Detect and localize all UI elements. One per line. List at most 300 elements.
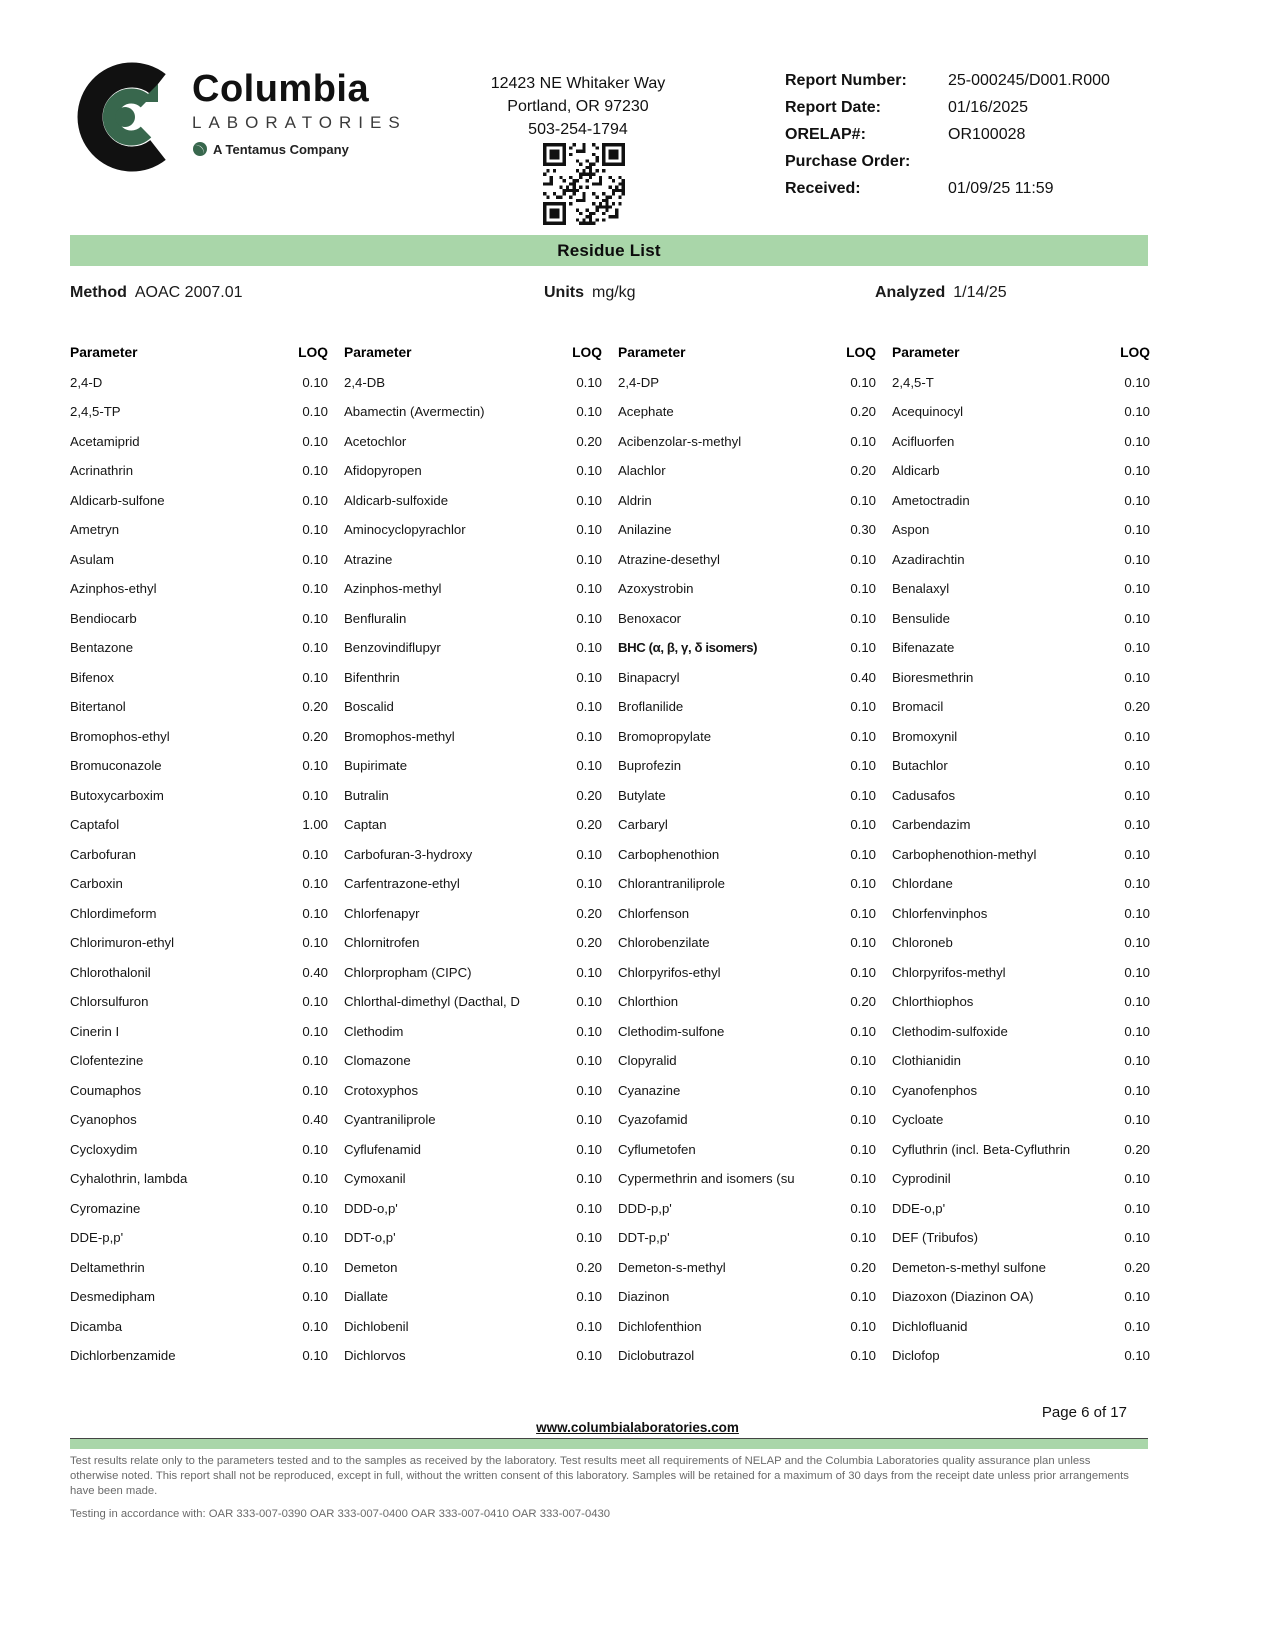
loq-cell: 0.10 bbox=[1124, 669, 1150, 685]
table-row bbox=[344, 899, 602, 929]
table-row bbox=[618, 751, 876, 781]
table-row bbox=[892, 633, 1150, 663]
loq-cell: 0.10 bbox=[1124, 492, 1150, 508]
table-row bbox=[70, 899, 328, 929]
table-row bbox=[70, 928, 328, 958]
param-cell: Carfentrazone-ethyl bbox=[344, 876, 460, 892]
table-row bbox=[618, 1076, 876, 1106]
param-cell: Chlorfenvinphos bbox=[892, 905, 988, 921]
table-row bbox=[618, 1164, 876, 1194]
loq-cell: 0.10 bbox=[850, 1318, 876, 1334]
table-row bbox=[892, 1223, 1150, 1253]
loq-cell: 0.10 bbox=[1124, 817, 1150, 833]
table-row bbox=[344, 1223, 602, 1253]
qr-code bbox=[543, 143, 625, 225]
table-row bbox=[70, 751, 328, 781]
param-cell: Chlornitrofen bbox=[344, 935, 420, 951]
param-cell: Acetamiprid bbox=[70, 433, 140, 449]
param-cell: DDT-o,p' bbox=[344, 1230, 396, 1246]
loq-cell: 0.10 bbox=[1124, 463, 1150, 479]
table-row bbox=[70, 692, 328, 722]
table-header-row bbox=[618, 338, 876, 368]
table-row bbox=[344, 1253, 602, 1283]
loq-cell: 0.10 bbox=[850, 1348, 876, 1364]
param-cell: Cyfluthrin (incl. Beta-Cyfluthrin bbox=[892, 1141, 1071, 1157]
loq-cell: 0.10 bbox=[1124, 404, 1150, 420]
param-cell: Chloroneb bbox=[892, 935, 953, 951]
loq-cell: 0.40 bbox=[850, 669, 876, 685]
param-cell: Bifenazate bbox=[892, 640, 955, 656]
accordance-text: Testing in accordance with: OAR 333-007-0390 OAR 333-007-0400 OAR 333-007-0410 OAR 333-007-0430 bbox=[70, 1508, 611, 1520]
param-header: Parameter bbox=[618, 345, 686, 361]
brand-sub: LABORATORIES bbox=[192, 113, 407, 132]
report-info-row bbox=[785, 126, 1205, 144]
param-cell: Anilazine bbox=[618, 522, 672, 538]
param-cell: Carbophenothion-methyl bbox=[892, 846, 1037, 862]
param-cell: Cyantraniliprole bbox=[344, 1112, 436, 1128]
param-cell: Dichlorvos bbox=[344, 1348, 406, 1364]
table-row bbox=[70, 1253, 328, 1283]
param-cell: Desmedipham bbox=[70, 1289, 156, 1305]
loq-cell: 0.10 bbox=[576, 1053, 602, 1069]
loq-cell: 0.10 bbox=[1124, 758, 1150, 774]
loq-cell: 0.10 bbox=[576, 1112, 602, 1128]
table-row bbox=[618, 1194, 876, 1224]
table-row bbox=[892, 1046, 1150, 1076]
loq-cell: 0.10 bbox=[302, 1023, 328, 1039]
table-row bbox=[344, 869, 602, 899]
table-row bbox=[618, 604, 876, 634]
loq-cell: 0.10 bbox=[302, 1141, 328, 1157]
param-cell: Carbendazim bbox=[892, 817, 971, 833]
param-cell: Cinerin I bbox=[70, 1023, 120, 1039]
param-cell: DDT-p,p' bbox=[618, 1230, 670, 1246]
param-cell: Carbophenothion bbox=[618, 846, 720, 862]
table-row bbox=[892, 1017, 1150, 1047]
loq-cell: 0.10 bbox=[576, 404, 602, 420]
loq-cell: 0.10 bbox=[576, 492, 602, 508]
analyzed-field bbox=[875, 284, 1007, 302]
report-number-value: 25-000245/D001.R000 bbox=[948, 72, 1110, 89]
param-cell: Chlordimeform bbox=[70, 905, 157, 921]
param-cell: Bromuconazole bbox=[70, 758, 162, 774]
columbia-c-icon bbox=[70, 62, 180, 172]
table-row bbox=[892, 722, 1150, 752]
table-row bbox=[70, 604, 328, 634]
table-row bbox=[892, 1164, 1150, 1194]
loq-cell: 0.10 bbox=[1124, 935, 1150, 951]
loq-cell: 0.10 bbox=[302, 610, 328, 626]
report-info-row bbox=[785, 153, 1205, 171]
param-cell: Carboxin bbox=[70, 876, 123, 892]
loq-cell: 0.10 bbox=[850, 610, 876, 626]
website-link[interactable]: www.columbialaboratories.com bbox=[536, 1420, 739, 1435]
table-row bbox=[618, 1223, 876, 1253]
loq-cell: 0.10 bbox=[302, 581, 328, 597]
table-row bbox=[344, 722, 602, 752]
table-row bbox=[618, 987, 876, 1017]
disclaimer-text: Test results relate only to the parameters tested and to the samples as received by the laboratory. Test results meet all requirements of NELAP and the Columbia Laboratories quality assurance plan unless otherwise noted. This report shall not be reproduced, except in full, without the written consent of this laboratory. Samples will be retained for a maximum of 30 days from the receipt date unless prior arrangements have been made. bbox=[70, 1455, 1129, 1497]
table-row bbox=[344, 958, 602, 988]
param-cell: Chlorobenzilate bbox=[618, 935, 710, 951]
loq-cell: 0.10 bbox=[576, 876, 602, 892]
param-cell: Cyanophos bbox=[70, 1112, 137, 1128]
param-cell: Clofentezine bbox=[70, 1053, 144, 1069]
table-row bbox=[344, 368, 602, 398]
loq-cell: 0.10 bbox=[302, 551, 328, 567]
param-cell: Bromophos-ethyl bbox=[70, 728, 170, 744]
table-row bbox=[70, 781, 328, 811]
table-row bbox=[344, 928, 602, 958]
table-row bbox=[618, 899, 876, 929]
loq-cell: 0.10 bbox=[576, 1171, 602, 1187]
table-row bbox=[618, 368, 876, 398]
loq-cell: 0.10 bbox=[1124, 1171, 1150, 1187]
loq-cell: 0.10 bbox=[576, 463, 602, 479]
loq-cell: 0.10 bbox=[302, 905, 328, 921]
loq-cell: 0.20 bbox=[576, 905, 602, 921]
loq-cell: 0.10 bbox=[576, 846, 602, 862]
param-cell: Benfluralin bbox=[344, 610, 407, 626]
table-row bbox=[618, 840, 876, 870]
param-cell: Diclofop bbox=[892, 1348, 940, 1364]
loq-header: LOQ bbox=[846, 345, 876, 361]
loq-cell: 0.10 bbox=[576, 728, 602, 744]
table-row bbox=[70, 1046, 328, 1076]
table-row bbox=[344, 1282, 602, 1312]
param-cell: Acephate bbox=[618, 404, 674, 420]
param-cell: Chlorthion bbox=[618, 994, 679, 1010]
param-cell: Carbofuran-3-hydroxy bbox=[344, 846, 473, 862]
table-row bbox=[892, 692, 1150, 722]
table-row bbox=[618, 456, 876, 486]
loq-cell: 0.10 bbox=[302, 640, 328, 656]
param-cell: Demeton bbox=[344, 1259, 398, 1275]
table-row bbox=[344, 1312, 602, 1342]
loq-cell: 0.10 bbox=[850, 1082, 876, 1098]
param-cell: Chlorthal-dimethyl (Dacthal, D bbox=[344, 994, 520, 1010]
table-row bbox=[344, 1017, 602, 1047]
loq-cell: 0.10 bbox=[850, 817, 876, 833]
loq-cell: 0.10 bbox=[1124, 905, 1150, 921]
param-cell: 2,4-D bbox=[70, 374, 103, 390]
param-cell: Bitertanol bbox=[70, 699, 126, 715]
loq-cell: 0.10 bbox=[302, 935, 328, 951]
table-row bbox=[892, 1282, 1150, 1312]
loq-cell: 0.10 bbox=[302, 1053, 328, 1069]
param-cell: Clethodim-sulfoxide bbox=[892, 1023, 1008, 1039]
report-info-row bbox=[785, 72, 1205, 90]
table-row bbox=[618, 1341, 876, 1371]
table-row bbox=[344, 1135, 602, 1165]
report-number-label: Report Number: bbox=[785, 72, 907, 89]
table-row bbox=[892, 515, 1150, 545]
param-cell: Azoxystrobin bbox=[618, 581, 694, 597]
residue-table bbox=[70, 338, 1150, 1371]
loq-cell: 0.20 bbox=[576, 433, 602, 449]
param-cell: Dichlofluanid bbox=[892, 1318, 968, 1334]
param-cell: Butralin bbox=[344, 787, 389, 803]
param-cell: Bensulide bbox=[892, 610, 950, 626]
loq-cell: 0.10 bbox=[302, 463, 328, 479]
param-cell: Coumaphos bbox=[70, 1082, 142, 1098]
loq-cell: 0.10 bbox=[576, 1318, 602, 1334]
table-row bbox=[618, 427, 876, 457]
loq-cell: 0.10 bbox=[1124, 581, 1150, 597]
table-row bbox=[618, 810, 876, 840]
received-label: Received: bbox=[785, 180, 861, 197]
table-row bbox=[70, 987, 328, 1017]
lab-address bbox=[408, 72, 748, 142]
param-cell: Bioresmethrin bbox=[892, 669, 974, 685]
table-row bbox=[70, 810, 328, 840]
method-label: Method bbox=[70, 284, 127, 301]
report-date-value: 01/16/2025 bbox=[948, 99, 1029, 116]
table-row bbox=[70, 427, 328, 457]
param-cell: Bendiocarb bbox=[70, 610, 137, 626]
loq-cell: 0.20 bbox=[850, 463, 876, 479]
param-cell: DDE-p,p' bbox=[70, 1230, 124, 1246]
loq-cell: 0.10 bbox=[1124, 1230, 1150, 1246]
loq-cell: 0.10 bbox=[1124, 1053, 1150, 1069]
param-cell: Cyazofamid bbox=[618, 1112, 688, 1128]
table-row bbox=[344, 692, 602, 722]
loq-cell: 0.10 bbox=[302, 1318, 328, 1334]
loq-cell: 0.10 bbox=[576, 581, 602, 597]
loq-cell: 0.10 bbox=[1124, 1082, 1150, 1098]
param-cell: 2,4-DP bbox=[618, 374, 660, 390]
method-value: AOAC 2007.01 bbox=[134, 284, 243, 301]
param-cell: Benoxacor bbox=[618, 610, 682, 626]
loq-cell: 0.30 bbox=[850, 522, 876, 538]
param-cell: Cadusafos bbox=[892, 787, 956, 803]
table-row bbox=[70, 869, 328, 899]
loq-header: LOQ bbox=[1120, 345, 1150, 361]
param-cell: Ametoctradin bbox=[892, 492, 970, 508]
table-column-group bbox=[892, 338, 1150, 1371]
param-cell: Clomazone bbox=[344, 1053, 411, 1069]
table-row bbox=[892, 456, 1150, 486]
loq-cell: 0.10 bbox=[576, 1348, 602, 1364]
param-cell: Aldrin bbox=[618, 492, 652, 508]
table-row bbox=[618, 928, 876, 958]
param-cell: Demeton-s-methyl sulfone bbox=[892, 1259, 1046, 1275]
loq-cell: 0.10 bbox=[1124, 551, 1150, 567]
table-row bbox=[344, 574, 602, 604]
param-cell: Chlorpyrifos-methyl bbox=[892, 964, 1006, 980]
loq-cell: 0.10 bbox=[850, 640, 876, 656]
param-cell: Atrazine bbox=[344, 551, 393, 567]
orelap-value: OR100028 bbox=[948, 126, 1026, 143]
purchase-order-label: Purchase Order: bbox=[785, 153, 911, 170]
loq-cell: 0.10 bbox=[1124, 1112, 1150, 1128]
table-row bbox=[344, 515, 602, 545]
loq-cell: 0.10 bbox=[302, 669, 328, 685]
table-row bbox=[892, 1105, 1150, 1135]
loq-cell: 0.20 bbox=[1124, 1259, 1150, 1275]
param-cell: Butoxycarboxim bbox=[70, 787, 164, 803]
param-cell: Azinphos-methyl bbox=[344, 581, 442, 597]
table-row bbox=[892, 781, 1150, 811]
loq-cell: 0.10 bbox=[576, 640, 602, 656]
param-cell: Afidopyropen bbox=[344, 463, 422, 479]
param-cell: Dichlofenthion bbox=[618, 1318, 702, 1334]
report-info bbox=[785, 72, 1205, 207]
loq-cell: 0.10 bbox=[576, 1230, 602, 1246]
loq-cell: 0.10 bbox=[850, 1200, 876, 1216]
table-column-group bbox=[344, 338, 602, 1371]
tagline-text: A Tentamus Company bbox=[213, 141, 349, 157]
param-cell: Demeton-s-methyl bbox=[618, 1259, 726, 1275]
loq-cell: 0.20 bbox=[302, 728, 328, 744]
param-cell: Aminocyclopyrachlor bbox=[344, 522, 466, 538]
table-row bbox=[618, 1105, 876, 1135]
param-cell: Clethodim bbox=[344, 1023, 404, 1039]
loq-cell: 0.10 bbox=[576, 1200, 602, 1216]
table-row bbox=[892, 545, 1150, 575]
table-row bbox=[70, 1135, 328, 1165]
param-cell: Bifenox bbox=[70, 669, 114, 685]
loq-cell: 0.10 bbox=[302, 1289, 328, 1305]
loq-cell: 0.40 bbox=[302, 1112, 328, 1128]
loq-cell: 0.10 bbox=[576, 1023, 602, 1039]
table-row bbox=[618, 1253, 876, 1283]
param-cell: 2,4,5-TP bbox=[70, 404, 121, 420]
param-cell: Chlorimuron-ethyl bbox=[70, 935, 175, 951]
loq-cell: 0.10 bbox=[302, 994, 328, 1010]
table-row bbox=[70, 486, 328, 516]
param-cell: Buprofezin bbox=[618, 758, 682, 774]
table-row bbox=[344, 1076, 602, 1106]
table-row bbox=[344, 1164, 602, 1194]
loq-cell: 0.10 bbox=[850, 492, 876, 508]
table-row bbox=[70, 545, 328, 575]
loq-cell: 0.10 bbox=[302, 433, 328, 449]
table-row bbox=[618, 722, 876, 752]
table-row bbox=[70, 397, 328, 427]
param-cell: Cyanazine bbox=[618, 1082, 681, 1098]
param-cell: Diazinon bbox=[618, 1289, 670, 1305]
tentamus-tagline bbox=[192, 141, 407, 157]
loq-cell: 0.10 bbox=[1124, 610, 1150, 626]
table-row bbox=[70, 1223, 328, 1253]
table-row bbox=[618, 869, 876, 899]
param-cell: Chlorsulfuron bbox=[70, 994, 149, 1010]
param-cell: Acrinathrin bbox=[70, 463, 134, 479]
table-row bbox=[70, 368, 328, 398]
table-column-group bbox=[70, 338, 328, 1371]
table-row bbox=[344, 810, 602, 840]
table-row bbox=[70, 1105, 328, 1135]
param-cell: Diclobutrazol bbox=[618, 1348, 695, 1364]
loq-cell: 0.10 bbox=[1124, 1348, 1150, 1364]
loq-cell: 0.10 bbox=[850, 1112, 876, 1128]
param-cell: Acibenzolar-s-methyl bbox=[618, 433, 742, 449]
param-cell: Carbofuran bbox=[70, 846, 136, 862]
param-cell: Benzovindiflupyr bbox=[344, 640, 441, 656]
loq-cell: 0.20 bbox=[1124, 1141, 1150, 1157]
table-row bbox=[892, 663, 1150, 693]
param-cell: Chlorantraniliprole bbox=[618, 876, 726, 892]
param-cell: BHC (α, β, γ, δ isomers) bbox=[618, 640, 758, 656]
loq-cell: 0.10 bbox=[850, 1171, 876, 1187]
table-row bbox=[618, 1017, 876, 1047]
loq-cell: 0.10 bbox=[850, 964, 876, 980]
table-row bbox=[70, 958, 328, 988]
table-row bbox=[70, 515, 328, 545]
table-row bbox=[70, 1194, 328, 1224]
table-row bbox=[344, 751, 602, 781]
param-cell: Asulam bbox=[70, 551, 114, 567]
received-value: 01/09/25 11:59 bbox=[948, 180, 1054, 197]
param-cell: Bromopropylate bbox=[618, 728, 712, 744]
table-row bbox=[70, 1341, 328, 1371]
loq-cell: 0.10 bbox=[576, 669, 602, 685]
table-row bbox=[618, 486, 876, 516]
loq-cell: 0.10 bbox=[576, 994, 602, 1010]
param-cell: Cyhalothrin, lambda bbox=[70, 1171, 188, 1187]
loq-cell: 0.10 bbox=[576, 374, 602, 390]
param-cell: Chlorfenson bbox=[618, 905, 690, 921]
table-row bbox=[70, 722, 328, 752]
loq-cell: 0.20 bbox=[302, 699, 328, 715]
table-row bbox=[618, 515, 876, 545]
loq-cell: 0.10 bbox=[302, 1259, 328, 1275]
loq-cell: 0.10 bbox=[850, 1023, 876, 1039]
table-row bbox=[344, 633, 602, 663]
table-row bbox=[618, 692, 876, 722]
table-row bbox=[618, 663, 876, 693]
tentamus-leaf-icon bbox=[192, 141, 208, 157]
table-row bbox=[892, 899, 1150, 929]
param-cell: Diallate bbox=[344, 1289, 388, 1305]
analyzed-label: Analyzed bbox=[875, 284, 946, 301]
param-cell: Clopyralid bbox=[618, 1053, 677, 1069]
param-cell: DDE-o,p' bbox=[892, 1200, 946, 1216]
method-field bbox=[70, 284, 243, 302]
param-cell: Chlorpropham (CIPC) bbox=[344, 964, 472, 980]
loq-cell: 0.10 bbox=[850, 581, 876, 597]
param-cell: Cycloxydim bbox=[70, 1141, 138, 1157]
loq-cell: 0.10 bbox=[850, 758, 876, 774]
param-cell: 2,4,5-T bbox=[892, 374, 934, 390]
table-row bbox=[892, 1194, 1150, 1224]
table-row bbox=[70, 574, 328, 604]
table-row bbox=[892, 1312, 1150, 1342]
table-row bbox=[70, 663, 328, 693]
table-row bbox=[892, 928, 1150, 958]
loq-cell: 0.10 bbox=[1124, 846, 1150, 862]
param-cell: Bromophos-methyl bbox=[344, 728, 455, 744]
param-header: Parameter bbox=[70, 345, 138, 361]
address-line1: 12423 NE Whitaker Way bbox=[490, 75, 666, 92]
table-row bbox=[892, 368, 1150, 398]
loq-cell: 0.10 bbox=[302, 374, 328, 390]
loq-cell: 0.10 bbox=[1124, 876, 1150, 892]
table-row bbox=[892, 427, 1150, 457]
loq-cell: 0.20 bbox=[850, 994, 876, 1010]
param-cell: Captafol bbox=[70, 817, 120, 833]
loq-cell: 0.10 bbox=[850, 699, 876, 715]
loq-cell: 0.10 bbox=[1124, 1200, 1150, 1216]
table-row bbox=[892, 958, 1150, 988]
table-row bbox=[892, 869, 1150, 899]
param-cell: Chlorthiophos bbox=[892, 994, 974, 1010]
loq-cell: 0.10 bbox=[302, 522, 328, 538]
loq-cell: 0.10 bbox=[850, 1053, 876, 1069]
loq-cell: 1.00 bbox=[302, 817, 328, 833]
table-row bbox=[618, 1312, 876, 1342]
